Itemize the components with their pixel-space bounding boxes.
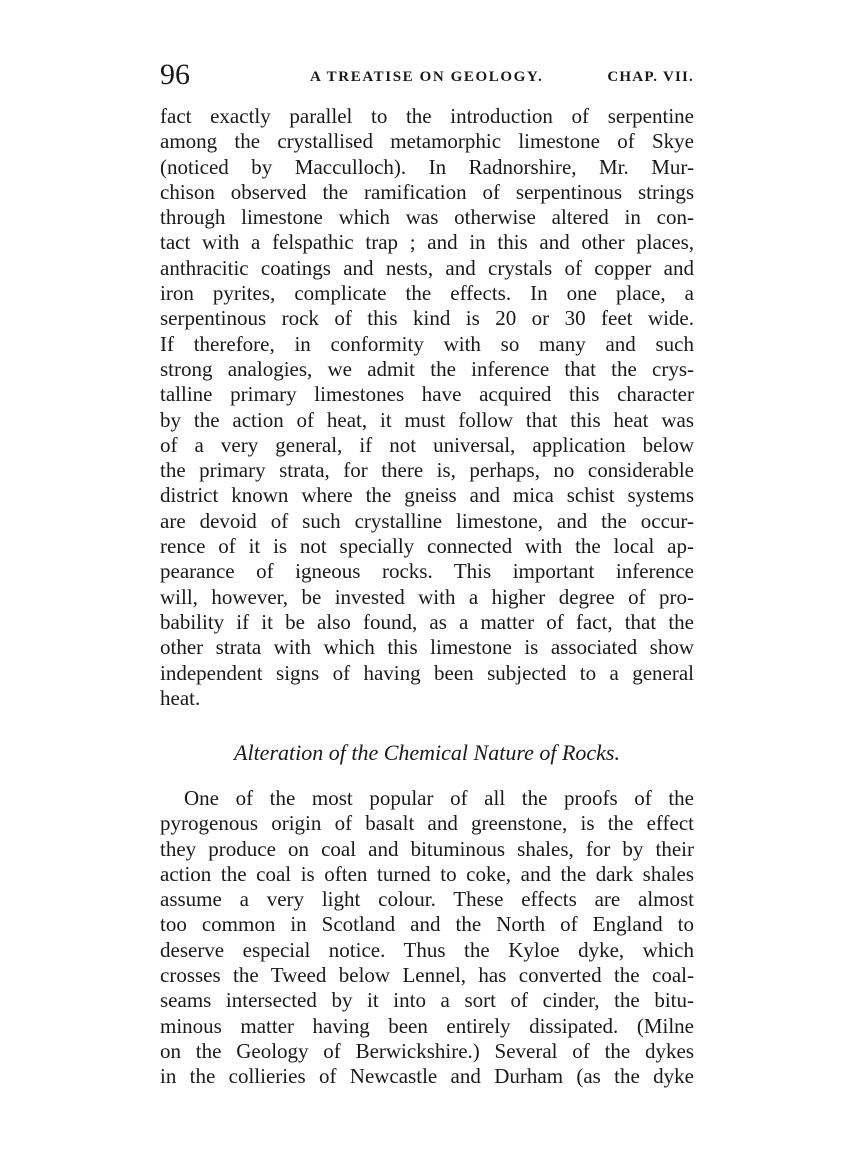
text-line: (noticed by Macculloch). In Radnorshire, Mr. Mur- <box>160 154 694 179</box>
text-line: strong analogies, we admit the inference that the crys- <box>160 356 694 381</box>
text-line: too common in Scotland and the North of England to <box>160 912 694 937</box>
text-line: minous matter having been entirely dissipated. (Milne <box>160 1013 694 1038</box>
text-line: bability if it be also found, as a matter of fact, that the <box>160 609 694 634</box>
text-line: will, however, be invested with a higher degree of pro- <box>160 584 694 609</box>
text-line: If therefore, in conformity with so many and such <box>160 331 694 356</box>
page-number: 96 <box>160 58 190 91</box>
text-line: chison observed the ramification of serpentinous strings <box>160 179 694 204</box>
book-title: A TREATISE ON GEOLOGY. <box>310 69 544 85</box>
text-line: iron pyrites, complicate the effects. In one place, a <box>160 281 694 306</box>
text-line: by the action of heat, it must follow that this heat was <box>160 407 694 432</box>
text-line: anthracitic coatings and nests, and crystals of copper and <box>160 255 694 280</box>
paragraph-chemical-alteration <box>160 786 694 1090</box>
text-line: pearance of igneous rocks. This important inference <box>160 559 694 584</box>
text-line: are devoid of such crystalline limestone, and the occur- <box>160 508 694 533</box>
text-line: on the Geology of Berwickshire.) Several of the dykes <box>160 1038 694 1063</box>
text-line: fact exactly parallel to the introduction of serpentine <box>160 104 694 128</box>
text-line: district known where the gneiss and mica schist systems <box>160 483 694 508</box>
chapter-label: CHAP. VII. <box>607 69 694 85</box>
text-line: in the collieries of Newcastle and Durham (as the dyke <box>160 1064 694 1089</box>
text-line: through limestone which was otherwise altered in con- <box>160 205 694 230</box>
text-line: independent signs of having been subjected to a general <box>160 660 694 685</box>
paragraph-serpentine-limestone <box>160 104 694 711</box>
text-line: tact with a felspathic trap ; and in this and other places, <box>160 230 694 255</box>
text-line: they produce on coal and bituminous shales, for by their <box>160 836 694 861</box>
text-line: the primary strata, for there is, perhaps, no considerable <box>160 458 694 483</box>
text-line: other strata with which this limestone is associated show <box>160 635 694 660</box>
text-line: talline primary limestones have acquired this character <box>160 382 694 407</box>
text-line: rence of it is not specially connected with the local ap- <box>160 534 694 559</box>
text-line: of a very general, if not universal, application below <box>160 432 694 457</box>
text-line: crosses the Tweed below Lennel, has converted the coal- <box>160 963 694 988</box>
text-line: pyrogenous origin of basalt and greenstone, is the effect <box>160 811 694 836</box>
section-heading: Alteration of the Chemical Nature of Rocks. <box>234 740 620 765</box>
text-line: heat. <box>160 685 201 710</box>
text-line: action the coal is often turned to coke, and the dark shales <box>160 861 694 886</box>
text-line: serpentinous rock of this kind is 20 or 30 feet wide. <box>160 306 694 331</box>
text-line: assume a very light colour. These effects are almost <box>160 887 694 912</box>
running-header <box>160 58 694 98</box>
text-line: One of the most popular of all the proofs of the <box>184 786 694 810</box>
text-line: seams intersected by it into a sort of cinder, the bitu- <box>160 988 694 1013</box>
text-line: among the crystallised metamorphic limestone of Skye <box>160 129 694 154</box>
text-line: deserve especial notice. Thus the Kyloe dyke, which <box>160 937 694 962</box>
